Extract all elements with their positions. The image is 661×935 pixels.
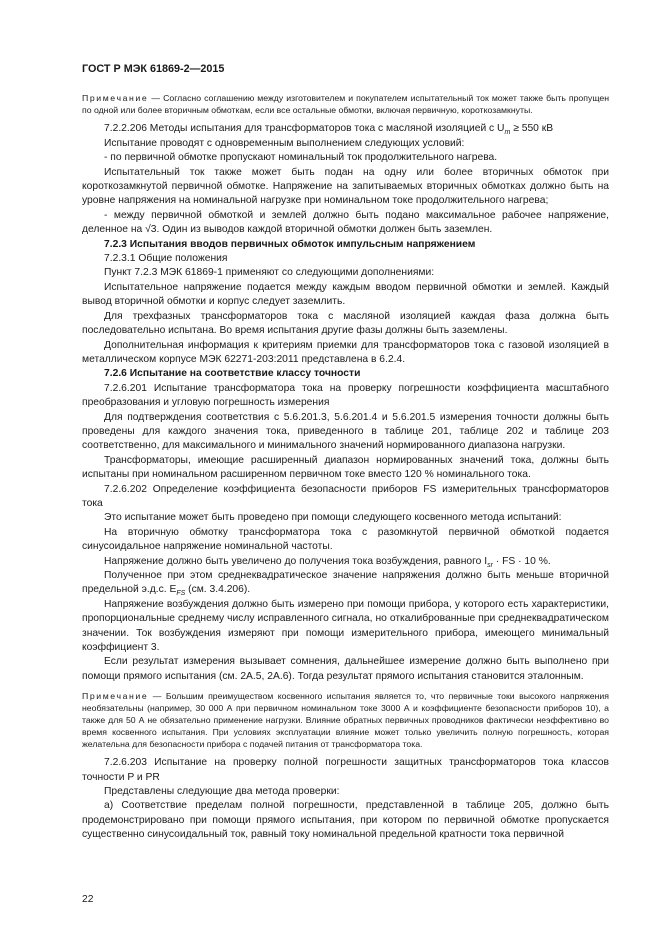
paragraph: Испытательное напряжение подается между каждым вводом первичной обмотки и землей. Каждый вывод вторичной обмотки и корпус следует заземлить. xyxy=(82,281,609,308)
paragraph: Напряжение возбуждения должно быть измерено при помощи прибора, у которого есть характеристики, пропорциональные среднему числу исправленного сигнала, но откалиброванные при среднеквадратическом значении. Ток возбуждения измеряют при помощи измерительного прибора, имеющего минимальный коэффициент 3. xyxy=(82,598,609,654)
note-paragraph xyxy=(82,92,609,116)
document-header: ГОСТ Р МЭК 61869-2—2015 xyxy=(82,63,225,75)
subscript: sr xyxy=(487,561,493,569)
note-text: — Согласно соглашению между изготовителем и покупателем испытательный ток может также быть пропущен по одной или более вторичным обмоткам, если все остальные обмотки, включая первичную, короткозамкнуты. xyxy=(82,93,609,116)
paragraph-text: Напряжение должно быть увеличено до получения тока возбуждения, равного I xyxy=(104,555,488,567)
paragraph: - между первичной обмоткой и землей должно быть подано максимальное рабочее напряжение, деленное на √3. Один из выводов каждой вторичной обмотки должен быть заземлен. xyxy=(82,209,609,236)
note-lead: Примечание xyxy=(82,691,149,702)
subscript: m xyxy=(504,129,511,137)
paragraph: Представлены следующие два метода проверки: xyxy=(104,786,340,798)
paragraph-text: ≥ 550 кВ xyxy=(510,123,554,135)
paragraph: Для подтверждения соответствия с 5.6.201.3, 5.6.201.4 и 5.6.201.5 измерения точности должны быть проведены для каждого значения тока, приведенного в таблице 201, таблице 202 и таблице 203 соответственно, для максимального и минимального значений нормированного диапазона нагрузки. xyxy=(82,411,609,452)
note-paragraph xyxy=(82,690,609,750)
paragraph: 7.2.6.202 Определение коэффициента безопасности приборов FS измерительных трансформаторов тока xyxy=(82,483,609,509)
paragraph: 7.2.6.203 Испытание на проверку полной погрешности защитных трансформаторов тока классов точности P и PR xyxy=(82,757,609,783)
page-number: 22 xyxy=(82,894,94,905)
paragraph xyxy=(82,122,609,136)
paragraph xyxy=(82,569,609,598)
paragraph: Пункт 7.2.3 МЭК 61869-1 применяют со следующими дополнениями: xyxy=(104,267,435,279)
paragraph xyxy=(82,555,609,569)
paragraph: На вторичную обмотку трансформатора тока с разомкнутой первичной обмоткой подается синусоидальное напряжение номинальной частоты. xyxy=(82,526,609,553)
paragraph-text: (см. 3.4.206). xyxy=(185,584,251,596)
paragraph: 7.2.3.1 Общие положения xyxy=(104,253,228,265)
paragraph: Трансформаторы, имеющие расширенный диапазон нормированных значений тока, должны быть испытаны при номинальном расширенном первичном токе вместо 120 % номинального тока. xyxy=(82,454,609,481)
paragraph: 7.2.6.201 Испытание трансформатора тока на проверку погрешности коэффициента масштабного преобразования и угловую погрешность измерения xyxy=(82,382,609,409)
paragraph: Испытание проводят с одновременным выполнением следующих условий: xyxy=(104,137,465,149)
note-lead: Примечание xyxy=(82,93,149,104)
paragraph-text: · FS · 10 %. xyxy=(492,555,551,567)
paragraph: Испытательный ток также может быть подан на одну или более вторичных обмоток при короткозамкнутой первичной обмотке. Напряжение на запитываемых вторичных обмотках должно быть на уровне напряжения на номинальной нагрузке при номинальном токе продолжительного нагрева; xyxy=(82,166,609,207)
paragraph: а) Соответствие пределам полной погрешности, представленной в таблице 205, должно быть продемонстрировано при помощи прямого испытания, при котором по первичной обмотке пропускается существенно синусоидальный ток, равный току номинальной предельной кратности тока первичной xyxy=(82,800,609,841)
section-heading: 7.2.3 Испытания вводов первичных обмоток импульсным напряжением xyxy=(104,238,476,250)
paragraph: - по первичной обмотке пропускают номинальный ток продолжительного нагрева. xyxy=(104,152,498,164)
section-heading: 7.2.6 Испытание на соответствие классу точности xyxy=(104,368,361,380)
paragraph: Для трехфазных трансформаторов тока с масляной изоляцией каждая фаза должна быть последовательно испытана. Во время испытания другие фазы должны быть заземлены. xyxy=(82,310,609,337)
paragraph: Дополнительная информация к критериям приемки для трансформаторов тока с газовой изоляцией в металлическом корпусе МЭК 62271-203:2011 представлена в 6.2.4. xyxy=(82,339,609,365)
paragraph-text: Полученное при этом среднеквадратическое значение напряжения должно быть меньше вторичной предельной э.д.с. E xyxy=(82,570,609,596)
note-text: — Большим преимуществом косвенного испытания является то, что первичные токи высокого напряжения необязательны (например, 30 000 А при первичном номинальном токе 3000 А и коэффициенте безопасности приборов 10), а также для 50 А не обязательно применение нагрузки. Влияние обратных первичных проводников фактически неэффективно во время косвенного испытания. При условиях эксплуатации влияние может только увеличить полную погрешность, которая желательна для безопасности прибора с подачей питания от трансформатора тока. xyxy=(82,691,609,750)
subscript: FS xyxy=(176,590,186,598)
paragraph: Это испытание может быть проведено при помощи следующего косвенного метода испытаний: xyxy=(104,512,562,524)
paragraph: Если результат измерения вызывает сомнения, дальнейшее измерение должно быть выполнено при помощи прямого испытания (см. 2А.5, 2А.6). Тогда результат прямого испытания становится эталонным. xyxy=(82,656,609,682)
paragraph-text: 7.2.2.206 Методы испытания для трансформаторов тока с масляной изоляцией с U xyxy=(104,123,505,135)
